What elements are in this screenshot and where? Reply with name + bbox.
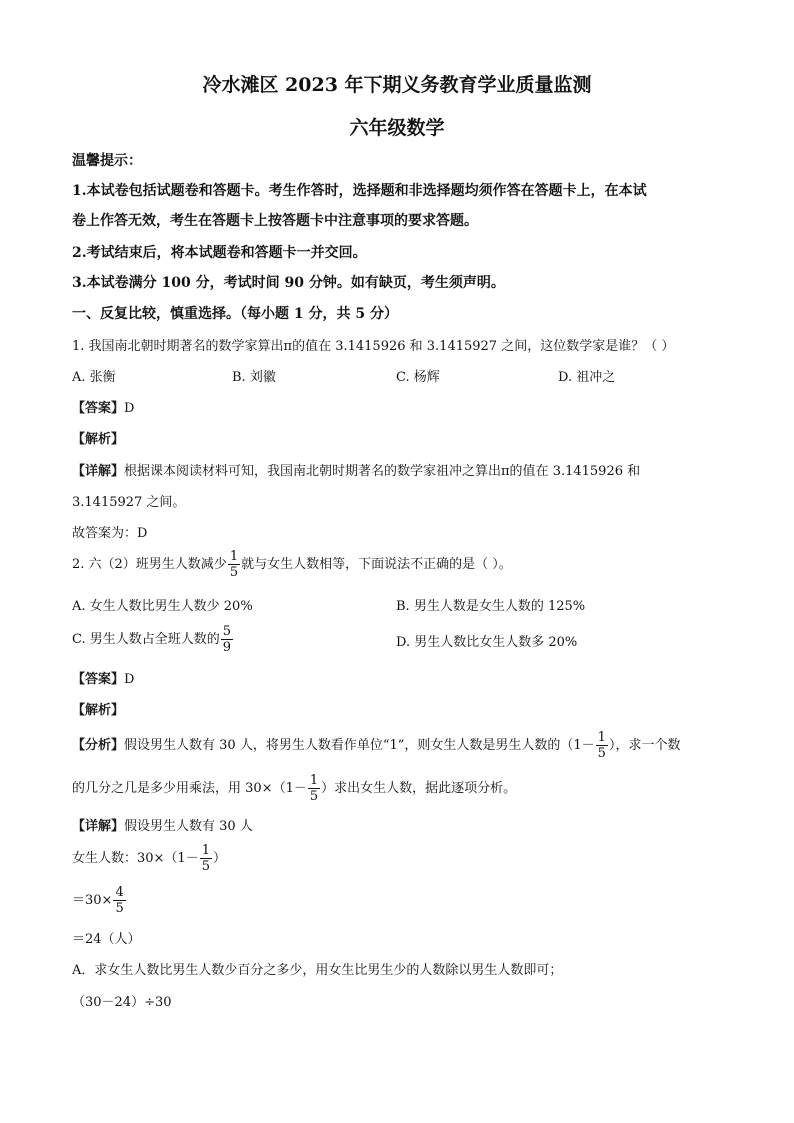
- notice-item-1b: 卷上作答无效，考生在答题卡上按答题卡中注意事项的要求答题。: [72, 213, 478, 229]
- q2-calc-2: [72, 884, 127, 918]
- fraction-numerator: 1: [201, 843, 210, 858]
- fraction-denominator: 5: [229, 565, 239, 580]
- q2-option-a-calc: （30－24）÷30: [72, 995, 172, 1010]
- fraction: [228, 549, 240, 580]
- calc-text: ＝30×: [72, 893, 113, 908]
- fraction-denominator: 5: [201, 859, 210, 874]
- answer-value: D: [124, 672, 135, 687]
- notice-item-3: 3.本试卷满分 100 分，考试时间 90 分钟。如有缺页，考生须声明。: [72, 275, 505, 291]
- fenxi-text-end: ）求出女生人数，据此逐项分析。: [321, 781, 517, 796]
- calc-text: 女生人数：30×（1－: [72, 851, 199, 866]
- fraction-numerator: 1: [229, 549, 239, 564]
- fraction-denominator: 5: [115, 901, 124, 916]
- detail-text: 假设男生人数有 30 人: [124, 819, 253, 834]
- q2-option-b: B. 男生人数是女生人数的 125%: [396, 599, 586, 614]
- fraction-numerator: 1: [597, 730, 606, 745]
- q1-answer: [72, 400, 134, 418]
- q2-calc-1: [72, 842, 226, 876]
- q2-option-a: A. 女生人数比男生人数少 20%: [72, 599, 253, 614]
- q2-option-c-text: C. 男生人数占全班人数的: [72, 632, 220, 647]
- q2-fenxi-a: [72, 729, 680, 763]
- fraction-numerator: 5: [222, 624, 232, 639]
- fenxi-text-end: ），求一个数: [608, 738, 681, 753]
- q2-option-c: [72, 623, 234, 657]
- q2-answer: [72, 671, 134, 689]
- detail-tag: 【详解】: [72, 464, 125, 479]
- answer-tag: 【答案】: [72, 672, 125, 687]
- fraction-denominator: 5: [597, 746, 606, 761]
- exam-title: 冷水滩区 2023 年下期义务教育学业质量监测: [202, 74, 592, 96]
- q2-fenxi-b: [72, 772, 516, 806]
- notice-item-2: 2.考试结束后，将本试题卷和答题卡一并交回。: [72, 245, 367, 261]
- q2-stem: [72, 548, 512, 582]
- q2-stem-pre: 2. 六（2）班男生人数减少: [72, 557, 227, 572]
- detail-tag: 【详解】: [72, 819, 125, 834]
- q2-calc-3: ＝24（人）: [72, 932, 141, 947]
- q1-option-c: C. 杨辉: [396, 370, 440, 385]
- q2-option-a-explanation: A．求女生人数比男生人数少百分之多少，用女生比男生少的人数除以男生人数即可；: [72, 963, 563, 978]
- fraction: [221, 624, 233, 655]
- fraction-numerator: 1: [309, 773, 319, 788]
- q1-conclusion: 故答案为：D: [72, 526, 148, 541]
- fraction-denominator: 9: [222, 640, 232, 655]
- answer-value: D: [124, 401, 135, 416]
- notice-heading: 温馨提示：: [72, 153, 142, 169]
- answer-tag: 【答案】: [72, 401, 125, 416]
- q2-stem-post: 就与女生人数相等，下面说法不正确的是（ ）。: [241, 557, 512, 572]
- fenxi-text: 的几分之几是多少用乘法，用 30×（1－: [72, 781, 307, 796]
- q2-analysis-tag: 【解析】: [72, 703, 125, 718]
- fraction: [596, 730, 608, 761]
- calc-text-end: ）: [213, 851, 227, 866]
- q1-analysis-tag: 【解析】: [72, 432, 125, 447]
- q1-detail-b: 3.1415927 之间。: [72, 495, 186, 510]
- q1-detail-a: [72, 463, 640, 481]
- q1-option-d: D. 祖冲之: [558, 370, 616, 385]
- q1-option-a: A. 张衡: [72, 370, 116, 385]
- fraction-numerator: 4: [115, 885, 124, 900]
- fraction: [113, 885, 125, 916]
- fraction-denominator: 5: [309, 789, 319, 804]
- q2-option-d: D. 男生人数比女生人数多 20%: [396, 635, 578, 650]
- notice-item-1a: 1.本试卷包括试题卷和答题卡。考生作答时，选择题和非选择题均须作答在答题卡上，在本试: [72, 183, 647, 199]
- q1-option-b: B. 刘徽: [232, 370, 276, 385]
- fraction: [308, 773, 320, 804]
- q1-stem: 1. 我国南北朝时期著名的数学家算出π的值在 3.1415926 和 3.1415927 之间，这位数学家是谁？（ ）: [72, 339, 675, 354]
- section-1-heading: 一、反复比较，慎重选择。（每小题 1 分，共 5 分）: [72, 306, 398, 322]
- fraction: [200, 843, 212, 874]
- fenxi-text: 假设男生人数有 30 人，将男生人数看作单位“1”，则女生人数是男生人数的（1－: [124, 738, 595, 753]
- exam-subtitle: 六年级数学: [349, 117, 445, 139]
- detail-text: 根据课本阅读材料可知，我国南北朝时期著名的数学家祖冲之算出π的值在 3.1415926 和: [124, 464, 641, 479]
- q2-detail: [72, 818, 253, 836]
- fenxi-tag: 【分析】: [72, 738, 125, 753]
